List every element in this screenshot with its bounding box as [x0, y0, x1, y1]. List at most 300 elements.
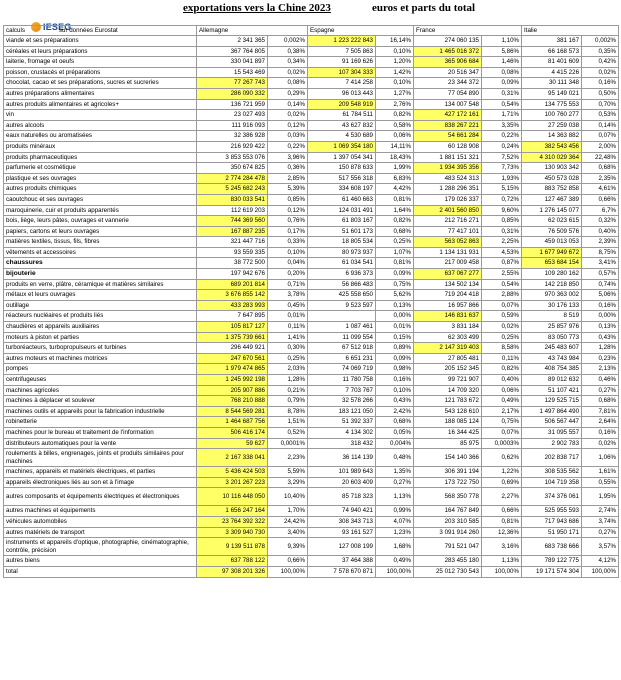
- value-cell: 459 013 053: [522, 237, 582, 248]
- value-cell: 74 069 719: [308, 364, 376, 375]
- row-label: robinetterie: [4, 417, 197, 428]
- table-row: [4, 477, 619, 488]
- share-cell: 0,66%: [482, 506, 522, 517]
- share-cell: 0,11%: [268, 322, 308, 333]
- share-cell: 5,39%: [268, 184, 308, 195]
- value-cell: 653 684 154: [522, 258, 582, 269]
- share-cell: 0,09%: [376, 269, 414, 280]
- value-cell: 286 090 332: [197, 88, 268, 99]
- value-cell: 32 578 266: [308, 396, 376, 407]
- row-label: vin: [4, 110, 197, 121]
- share-cell: 0,87%: [482, 258, 522, 269]
- value-cell: 30 111 348: [522, 78, 582, 89]
- value-cell: 37 464 388: [308, 556, 376, 567]
- row-label: moteurs à piston et parties: [4, 332, 197, 343]
- page-subtitle: euros et parts du total: [372, 2, 476, 14]
- share-cell: 0,55%: [582, 477, 619, 488]
- value-cell: 6 936 373: [308, 269, 376, 280]
- share-cell: 0,34%: [268, 57, 308, 68]
- value-cell: 7 414 258: [308, 78, 376, 89]
- share-cell: 0,07%: [582, 131, 619, 142]
- row-label: vêtements et accessoires: [4, 247, 197, 258]
- share-cell: 0,32%: [582, 216, 619, 227]
- share-cell: 0,07%: [482, 427, 522, 438]
- row-label: autres composants et équipements électriques et électroniques: [4, 488, 197, 506]
- share-cell: 0,16%: [376, 375, 414, 386]
- share-cell: 0,01%: [268, 311, 308, 322]
- share-cell: 0,07%: [482, 300, 522, 311]
- value-cell: 130 903 342: [522, 163, 582, 174]
- row-label: autres alcools: [4, 120, 197, 131]
- value-cell: 1 656 247 164: [197, 506, 268, 517]
- share-cell: 9,60%: [482, 205, 522, 216]
- value-cell: 717 943 686: [522, 516, 582, 527]
- table-row: [4, 311, 619, 322]
- value-cell: 719 204 418: [414, 290, 482, 301]
- share-cell: 100,00%: [268, 566, 308, 577]
- share-cell: 0,02%: [268, 67, 308, 78]
- row-label: parfumerie et cosmétique: [4, 163, 197, 174]
- row-label: maroquinerie, cuir et produits apparentés: [4, 205, 197, 216]
- value-cell: 637 067 277: [414, 269, 482, 280]
- share-cell: 0,43%: [376, 396, 414, 407]
- row-label: caoutchouc et ses ouvrages: [4, 194, 197, 205]
- value-cell: 136 721 959: [197, 99, 268, 110]
- value-cell: 81 401 609: [522, 57, 582, 68]
- share-cell: 0,13%: [376, 300, 414, 311]
- share-cell: 0,27%: [582, 385, 619, 396]
- value-cell: 2 401 560 850: [414, 205, 482, 216]
- value-cell: 83 050 773: [522, 332, 582, 343]
- row-label: autres biens: [4, 556, 197, 567]
- value-cell: 23 027 493: [197, 110, 268, 121]
- table-row: [4, 353, 619, 364]
- value-cell: 61 460 663: [308, 194, 376, 205]
- value-cell: 205 907 886: [197, 385, 268, 396]
- share-cell: 1,95%: [582, 488, 619, 506]
- value-cell: 2 902 783: [522, 438, 582, 449]
- share-cell: 0,05%: [376, 427, 414, 438]
- value-cell: 543 128 610: [414, 406, 482, 417]
- value-cell: 134 007 548: [414, 99, 482, 110]
- share-cell: 1,71%: [482, 110, 522, 121]
- value-cell: 791 521 047: [414, 538, 482, 556]
- value-cell: 121 783 672: [414, 396, 482, 407]
- header-country: Allemagne: [197, 26, 308, 36]
- share-cell: 0,29%: [268, 88, 308, 99]
- value-cell: 209 548 919: [308, 99, 376, 110]
- value-cell: 9 139 511 878: [197, 538, 268, 556]
- value-cell: 381 167: [522, 36, 582, 47]
- value-cell: 179 026 337: [414, 194, 482, 205]
- value-cell: 127 467 389: [522, 194, 582, 205]
- value-cell: 296 449 921: [197, 343, 268, 354]
- share-cell: 3,96%: [268, 152, 308, 163]
- value-cell: 16 344 425: [414, 427, 482, 438]
- row-label: machines agricoles: [4, 385, 197, 396]
- share-cell: 2,39%: [582, 237, 619, 248]
- header-calculs: calculs: [6, 26, 25, 34]
- value-cell: 197 942 676: [197, 269, 268, 280]
- table-row: [4, 343, 619, 354]
- value-cell: 67 512 918: [308, 343, 376, 354]
- share-cell: 2,03%: [268, 364, 308, 375]
- share-cell: 1,99%: [376, 163, 414, 174]
- value-cell: 883 752 858: [522, 184, 582, 195]
- share-cell: 0,68%: [582, 396, 619, 407]
- value-cell: 3 676 855 142: [197, 290, 268, 301]
- row-label: autres matériels de transport: [4, 527, 197, 538]
- share-cell: 0,12%: [268, 120, 308, 131]
- share-cell: 1,13%: [376, 488, 414, 506]
- table-row: [4, 300, 619, 311]
- value-cell: 517 556 318: [308, 173, 376, 184]
- value-cell: 93 559 335: [197, 247, 268, 258]
- share-cell: 3,78%: [268, 290, 308, 301]
- table-row: [4, 141, 619, 152]
- share-cell: 0,45%: [268, 300, 308, 311]
- share-cell: 0,30%: [268, 343, 308, 354]
- share-cell: 0,10%: [376, 78, 414, 89]
- value-cell: 3 309 940 730: [197, 527, 268, 538]
- table-row: [4, 110, 619, 121]
- row-label: distributeurs automatiques pour la vente: [4, 438, 197, 449]
- share-cell: 0,75%: [376, 279, 414, 290]
- share-cell: 0,85%: [482, 216, 522, 227]
- value-cell: 838 267 221: [414, 120, 482, 131]
- header-country: Espagne: [308, 26, 414, 36]
- value-cell: 43 627 832: [308, 120, 376, 131]
- share-cell: 0,74%: [582, 279, 619, 290]
- share-cell: 8,58%: [482, 343, 522, 354]
- table-row: [4, 173, 619, 184]
- value-cell: 1 881 151 321: [414, 152, 482, 163]
- share-cell: 0,99%: [376, 506, 414, 517]
- value-cell: 18 805 534: [308, 237, 376, 248]
- share-cell: 0,01%: [376, 322, 414, 333]
- table-row: [4, 205, 619, 216]
- table-row: [4, 488, 619, 506]
- share-cell: 9,39%: [268, 538, 308, 556]
- value-cell: 568 350 778: [414, 488, 482, 506]
- exports-table: [3, 25, 619, 578]
- value-cell: 1 245 992 198: [197, 375, 268, 386]
- row-label: chaudières et appareils auxiliaires: [4, 322, 197, 333]
- title-bar: [0, 2, 621, 16]
- table-row: [4, 258, 619, 269]
- value-cell: 14 709 320: [414, 385, 482, 396]
- share-cell: 2,55%: [482, 269, 522, 280]
- value-cell: 23 764 392 322: [197, 516, 268, 527]
- value-cell: 77 417 101: [414, 226, 482, 237]
- share-cell: 0,98%: [376, 364, 414, 375]
- share-cell: 0,22%: [482, 131, 522, 142]
- table-row: [4, 417, 619, 428]
- table-row: [4, 364, 619, 375]
- value-cell: 768 210 888: [197, 396, 268, 407]
- value-cell: 382 543 456: [522, 141, 582, 152]
- value-cell: 164 767 849: [414, 506, 482, 517]
- share-cell: 0,66%: [582, 194, 619, 205]
- share-cell: 0,48%: [376, 449, 414, 467]
- value-cell: 10 116 448 050: [197, 488, 268, 506]
- share-cell: 3,29%: [268, 477, 308, 488]
- share-cell: 0,50%: [582, 88, 619, 99]
- value-cell: 308 535 562: [522, 467, 582, 478]
- value-cell: 43 743 984: [522, 353, 582, 364]
- table-row: [4, 88, 619, 99]
- share-cell: 2,25%: [482, 237, 522, 248]
- share-cell: 2,42%: [376, 406, 414, 417]
- share-cell: 0,17%: [268, 226, 308, 237]
- value-cell: 32 386 928: [197, 131, 268, 142]
- value-cell: 563 052 863: [414, 237, 482, 248]
- value-cell: 112 619 203: [197, 205, 268, 216]
- value-cell: 85 718 323: [308, 488, 376, 506]
- value-cell: 56 866 483: [308, 279, 376, 290]
- share-cell: 0,53%: [582, 110, 619, 121]
- value-cell: 101 989 643: [308, 467, 376, 478]
- value-cell: 1 677 949 672: [522, 247, 582, 258]
- value-cell: 506 416 174: [197, 427, 268, 438]
- share-cell: 1,10%: [482, 36, 522, 47]
- value-cell: 637 788 122: [197, 556, 268, 567]
- share-cell: 5,62%: [376, 290, 414, 301]
- value-cell: 425 558 650: [308, 290, 376, 301]
- table-row: [4, 538, 619, 556]
- share-cell: 1,28%: [268, 375, 308, 386]
- value-cell: 27 805 481: [414, 353, 482, 364]
- value-cell: 61 784 511: [308, 110, 376, 121]
- value-cell: 2 341 365: [197, 36, 268, 47]
- value-cell: 14 363 882: [522, 131, 582, 142]
- value-cell: 11 099 554: [308, 332, 376, 343]
- table-row: [4, 506, 619, 517]
- share-cell: 0,13%: [582, 322, 619, 333]
- table-row: [4, 322, 619, 333]
- share-cell: 0,81%: [376, 258, 414, 269]
- share-cell: 0,40%: [582, 226, 619, 237]
- row-label: bijouterie: [4, 269, 197, 280]
- share-cell: 3,40%: [268, 527, 308, 538]
- table-row: [4, 131, 619, 142]
- share-cell: 2,35%: [582, 173, 619, 184]
- value-cell: 1 497 864 490: [522, 406, 582, 417]
- row-label: chocolat, cacao et ses préparations, sucres et sucreries: [4, 78, 197, 89]
- row-label: poisson, crustacés et préparations: [4, 67, 197, 78]
- share-cell: 0,82%: [376, 216, 414, 227]
- value-cell: 483 524 313: [414, 173, 482, 184]
- value-cell: 51 950 171: [522, 527, 582, 538]
- share-cell: 100,00%: [482, 566, 522, 577]
- share-cell: 0,69%: [482, 477, 522, 488]
- table-row: [4, 516, 619, 527]
- share-cell: 1,70%: [268, 506, 308, 517]
- value-cell: 36 114 139: [308, 449, 376, 467]
- share-cell: 0,09%: [376, 353, 414, 364]
- value-cell: 2 147 319 403: [414, 343, 482, 354]
- share-cell: 6,7%: [582, 205, 619, 216]
- table-row: [4, 449, 619, 467]
- share-cell: 100,00%: [582, 566, 619, 577]
- share-cell: 0,16%: [582, 300, 619, 311]
- share-cell: 0,31%: [482, 88, 522, 99]
- value-cell: 1 375 739 661: [197, 332, 268, 343]
- value-cell: 365 906 684: [414, 57, 482, 68]
- share-cell: 0,004%: [376, 438, 414, 449]
- value-cell: 506 567 447: [522, 417, 582, 428]
- share-cell: 2,74%: [582, 506, 619, 517]
- share-cell: 0,02%: [582, 67, 619, 78]
- share-cell: 0,82%: [376, 110, 414, 121]
- share-cell: 0,82%: [482, 364, 522, 375]
- value-cell: 77 054 890: [414, 88, 482, 99]
- value-cell: 93 161 527: [308, 527, 376, 538]
- share-cell: 4,42%: [376, 184, 414, 195]
- row-label: produits pharmaceutiques: [4, 152, 197, 163]
- row-label: papiers, cartons et leurs ouvrages: [4, 226, 197, 237]
- value-cell: 19 171 574 304: [522, 566, 582, 577]
- share-cell: 2,76%: [376, 99, 414, 110]
- value-cell: 51 601 173: [308, 226, 376, 237]
- share-cell: 5,86%: [482, 46, 522, 57]
- value-cell: 59 627: [197, 438, 268, 449]
- table-row: [4, 163, 619, 174]
- value-cell: 1 934 395 356: [414, 163, 482, 174]
- value-cell: 7 647 895: [197, 311, 268, 322]
- value-cell: 1 087 461: [308, 322, 376, 333]
- share-cell: 18,43%: [376, 152, 414, 163]
- value-cell: 308 343 713: [308, 516, 376, 527]
- share-cell: 0,00%: [582, 311, 619, 322]
- value-cell: 283 455 180: [414, 556, 482, 567]
- share-cell: 2,85%: [268, 173, 308, 184]
- value-cell: 62 303 499: [414, 332, 482, 343]
- share-cell: 0,62%: [482, 449, 522, 467]
- share-cell: 3,35%: [482, 120, 522, 131]
- share-cell: 0,14%: [582, 120, 619, 131]
- table-row: [4, 78, 619, 89]
- row-label: métaux et leurs ouvrages: [4, 290, 197, 301]
- share-cell: 1,46%: [482, 57, 522, 68]
- share-cell: 0,68%: [582, 163, 619, 174]
- table-row: [4, 467, 619, 478]
- value-cell: 212 716 271: [414, 216, 482, 227]
- share-cell: 0,22%: [268, 141, 308, 152]
- table-row: [4, 36, 619, 47]
- share-cell: 1,20%: [376, 57, 414, 68]
- table-row: [4, 385, 619, 396]
- header-country: Italie: [522, 26, 619, 36]
- share-cell: 0,31%: [482, 226, 522, 237]
- value-cell: 970 363 002: [522, 290, 582, 301]
- share-cell: 0,25%: [482, 332, 522, 343]
- value-cell: 2 167 338 041: [197, 449, 268, 467]
- share-cell: 24,42%: [268, 516, 308, 527]
- share-cell: 2,00%: [582, 141, 619, 152]
- value-cell: 95 149 021: [522, 88, 582, 99]
- share-cell: 0,58%: [376, 120, 414, 131]
- value-cell: 15 543 469: [197, 67, 268, 78]
- row-label: instruments et appareils d'optique, photographie, cinématographie, contrôle, précision: [4, 538, 197, 556]
- share-cell: 0,36%: [268, 163, 308, 174]
- share-cell: 1,27%: [376, 88, 414, 99]
- table-row: [4, 184, 619, 195]
- share-cell: 1,68%: [376, 538, 414, 556]
- share-cell: 0,85%: [268, 194, 308, 205]
- row-label: roulements à billes, engrenages, joints et produits similaires pour machines: [4, 449, 197, 467]
- row-label: machines pour le bureau et traitement de l'information: [4, 427, 197, 438]
- share-cell: 2,23%: [268, 449, 308, 467]
- share-cell: 0,42%: [582, 57, 619, 68]
- share-cell: 0,33%: [268, 237, 308, 248]
- value-cell: 105 817 127: [197, 322, 268, 333]
- share-cell: 0,57%: [582, 269, 619, 280]
- share-cell: 0,66%: [268, 556, 308, 567]
- row-label: machines à déplacer et soulever: [4, 396, 197, 407]
- share-cell: 0,00%: [376, 311, 414, 322]
- value-cell: 54 661 284: [414, 131, 482, 142]
- share-cell: 22,48%: [582, 152, 619, 163]
- page-title: exportations vers la Chine 2023: [183, 2, 331, 14]
- value-cell: 85 975: [414, 438, 482, 449]
- value-cell: 9 523 597: [308, 300, 376, 311]
- share-cell: 0,27%: [376, 477, 414, 488]
- value-cell: 104 719 358: [522, 477, 582, 488]
- value-cell: 89 012 632: [522, 375, 582, 386]
- value-cell: 374 376 061: [522, 488, 582, 506]
- value-cell: 150 878 633: [308, 163, 376, 174]
- value-cell: 3 853 553 076: [197, 152, 268, 163]
- share-cell: 0,68%: [376, 417, 414, 428]
- value-cell: 427 172 161: [414, 110, 482, 121]
- row-label: eaux naturelles ou aromatisées: [4, 131, 197, 142]
- share-cell: 4,07%: [376, 516, 414, 527]
- value-cell: 66 168 573: [522, 46, 582, 57]
- value-cell: 245 483 607: [522, 343, 582, 354]
- value-cell: 109 280 162: [522, 269, 582, 280]
- total-row: [4, 566, 619, 577]
- value-cell: 367 764 805: [197, 46, 268, 57]
- value-cell: 450 573 028: [522, 173, 582, 184]
- share-cell: 0,81%: [376, 194, 414, 205]
- table-row: [4, 67, 619, 78]
- share-cell: 2,64%: [582, 417, 619, 428]
- value-cell: 61 803 167: [308, 216, 376, 227]
- value-cell: 1 979 474 865: [197, 364, 268, 375]
- share-cell: 0,75%: [482, 417, 522, 428]
- share-cell: 0,002%: [582, 36, 619, 47]
- value-cell: 51 392 337: [308, 417, 376, 428]
- value-cell: 146 831 637: [414, 311, 482, 322]
- share-cell: 0,35%: [582, 46, 619, 57]
- table-row: [4, 375, 619, 386]
- share-cell: 0,81%: [482, 516, 522, 527]
- share-cell: 0,04%: [268, 258, 308, 269]
- share-cell: 3,74%: [582, 516, 619, 527]
- share-cell: 0,02%: [482, 322, 522, 333]
- share-cell: 0,43%: [582, 332, 619, 343]
- share-cell: 0,11%: [482, 353, 522, 364]
- value-cell: 7 703 767: [308, 385, 376, 396]
- value-cell: 1 465 016 372: [414, 46, 482, 57]
- value-cell: 247 670 561: [197, 353, 268, 364]
- row-label: autres produits alimentaires et agricoles+: [4, 99, 197, 110]
- share-cell: 0,06%: [376, 131, 414, 142]
- share-cell: 2,17%: [482, 406, 522, 417]
- row-label: machines outils et appareils pour la fabrication industrielle: [4, 406, 197, 417]
- value-cell: 6 651 231: [308, 353, 376, 364]
